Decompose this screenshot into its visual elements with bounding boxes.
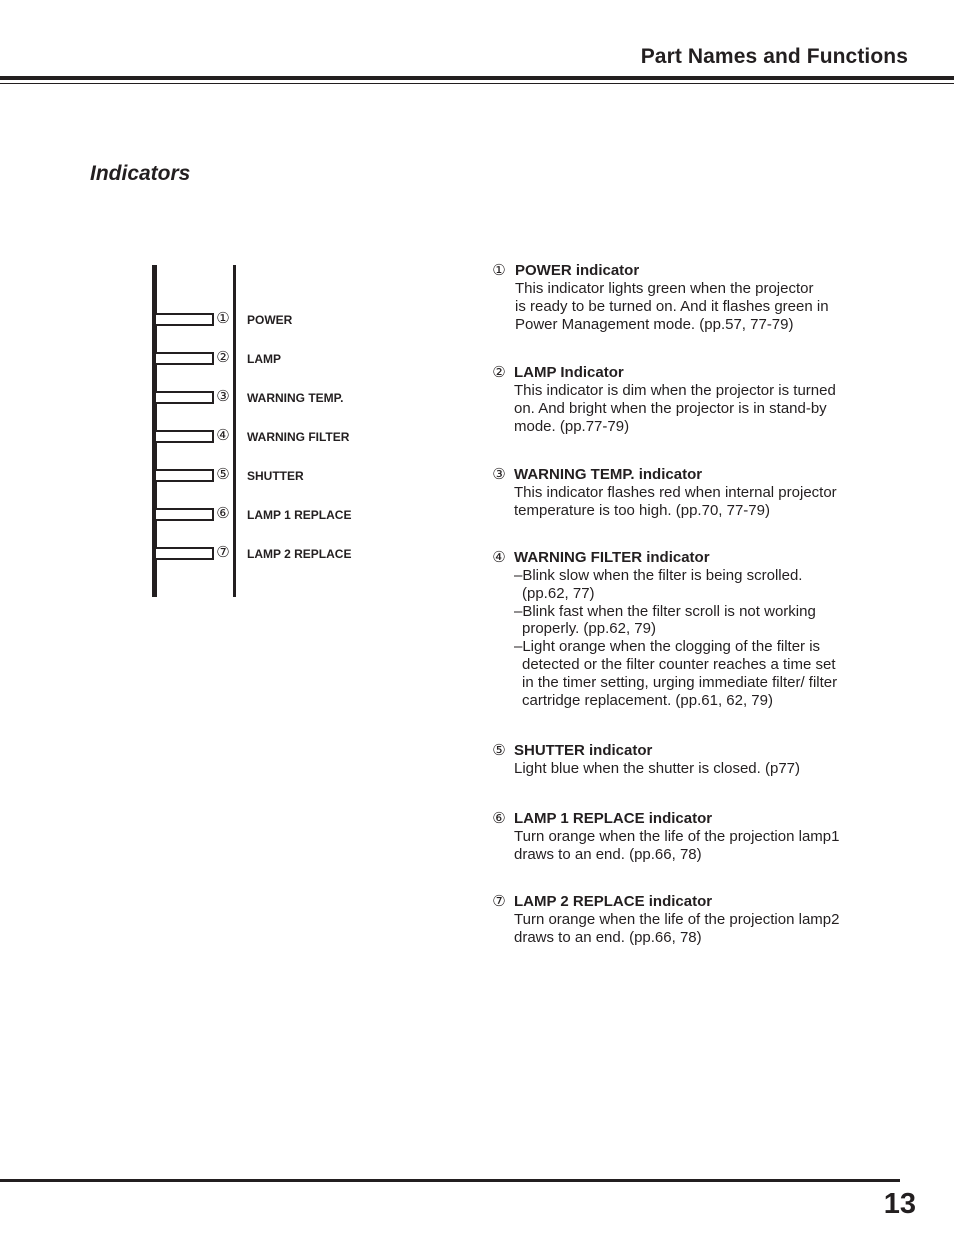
description-line: This indicator flashes red when internal projector — [514, 484, 837, 501]
description-power — [490, 262, 880, 333]
section-title: Indicators — [90, 162, 191, 185]
indicator-light-icon — [156, 508, 214, 521]
indicator-number: ⑥ — [216, 504, 230, 522]
description-line: –Blink slow when the filter is being scrolled. — [514, 567, 803, 584]
indicator-light-icon — [156, 547, 214, 560]
indicator-number: ① — [216, 309, 230, 327]
header-title: Part Names and Functions — [640, 45, 908, 68]
indicator-lamp1-replace — [150, 504, 390, 523]
indicator-label: POWER — [247, 313, 293, 327]
indicator-label: SHUTTER — [247, 469, 304, 483]
indicator-power — [150, 309, 390, 328]
indicator-label: LAMP — [247, 352, 281, 366]
description-number: ⑥ — [492, 809, 506, 827]
header-rule — [0, 76, 954, 80]
indicator-lamp2-replace — [150, 543, 390, 562]
indicator-label: LAMP 1 REPLACE — [247, 508, 352, 522]
description-line: Turn orange when the life of the projection lamp2 — [514, 911, 840, 928]
description-line: (pp.62, 77) — [522, 584, 595, 602]
description-lamp2-replace — [490, 893, 880, 947]
indicator-label: WARNING TEMP. — [247, 391, 344, 405]
indicator-light-icon — [156, 430, 214, 443]
description-shutter — [490, 742, 880, 778]
description-line: draws to an end. (pp.66, 78) — [514, 928, 702, 946]
description-title: SHUTTER indicator — [514, 742, 653, 759]
description-number: ④ — [492, 548, 506, 566]
indicator-label: LAMP 2 REPLACE — [247, 547, 352, 561]
indicator-warning-temp — [150, 387, 390, 406]
description-line: Turn orange when the life of the projection lamp1 — [514, 828, 840, 845]
page-number: 13 — [883, 1188, 916, 1220]
description-line: This indicator is dim when the projector is turned — [514, 382, 836, 399]
description-line: –Light orange when the clogging of the filter is — [514, 638, 821, 656]
description-number: ③ — [492, 465, 506, 483]
header-rule-thin — [0, 83, 954, 84]
indicator-number: ④ — [216, 426, 230, 444]
description-warning-filter — [490, 549, 880, 709]
description-lamp — [490, 364, 880, 435]
footer-rule — [0, 1179, 900, 1182]
indicator-number: ③ — [216, 387, 230, 405]
description-number: ⑤ — [492, 741, 506, 759]
description-number: ⑦ — [492, 892, 506, 910]
description-warning-temp — [490, 466, 880, 520]
indicator-label: WARNING FILTER — [247, 430, 350, 444]
indicator-panel-diagram — [150, 265, 390, 597]
description-title: LAMP 2 REPLACE indicator — [514, 893, 713, 910]
description-line: Power Management mode. (pp.57, 77-79) — [515, 315, 794, 333]
description-number: ① — [492, 261, 506, 279]
description-title: WARNING FILTER indicator — [514, 549, 710, 566]
indicator-light-icon — [156, 469, 214, 482]
description-line: on. And bright when the projector is in stand-by — [514, 399, 827, 417]
indicator-lamp — [150, 348, 390, 367]
description-title: LAMP Indicator — [514, 364, 624, 381]
description-line: cartridge replacement. (pp.61, 62, 79) — [522, 691, 773, 709]
description-title: POWER indicator — [515, 262, 640, 279]
description-line: detected or the filter counter reaches a time set — [522, 655, 836, 673]
description-title: LAMP 1 REPLACE indicator — [514, 810, 713, 827]
description-line: temperature is too high. (pp.70, 77-79) — [514, 501, 770, 519]
description-line: properly. (pp.62, 79) — [522, 620, 656, 638]
description-line: in the timer setting, urging immediate filter/ filter — [522, 673, 838, 691]
description-number: ② — [492, 363, 506, 381]
description-line: mode. (pp.77-79) — [514, 417, 630, 435]
description-line: draws to an end. (pp.66, 78) — [514, 845, 702, 863]
indicator-light-icon — [156, 352, 214, 365]
description-title: WARNING TEMP. indicator — [514, 466, 703, 483]
indicator-light-icon — [156, 313, 214, 326]
description-line: Light blue when the shutter is closed. (p77) — [514, 760, 801, 777]
indicator-number: ⑤ — [216, 465, 230, 483]
description-line: is ready to be turned on. And it flashes green in — [515, 297, 829, 315]
description-lamp1-replace — [490, 810, 880, 864]
indicator-warning-filter — [150, 426, 390, 445]
description-line: –Blink fast when the filter scroll is not working — [514, 602, 816, 620]
indicator-number: ② — [216, 348, 230, 366]
indicator-shutter — [150, 465, 390, 484]
indicator-number: ⑦ — [216, 543, 230, 561]
indicator-light-icon — [156, 391, 214, 404]
description-line: This indicator lights green when the projector — [515, 280, 814, 297]
